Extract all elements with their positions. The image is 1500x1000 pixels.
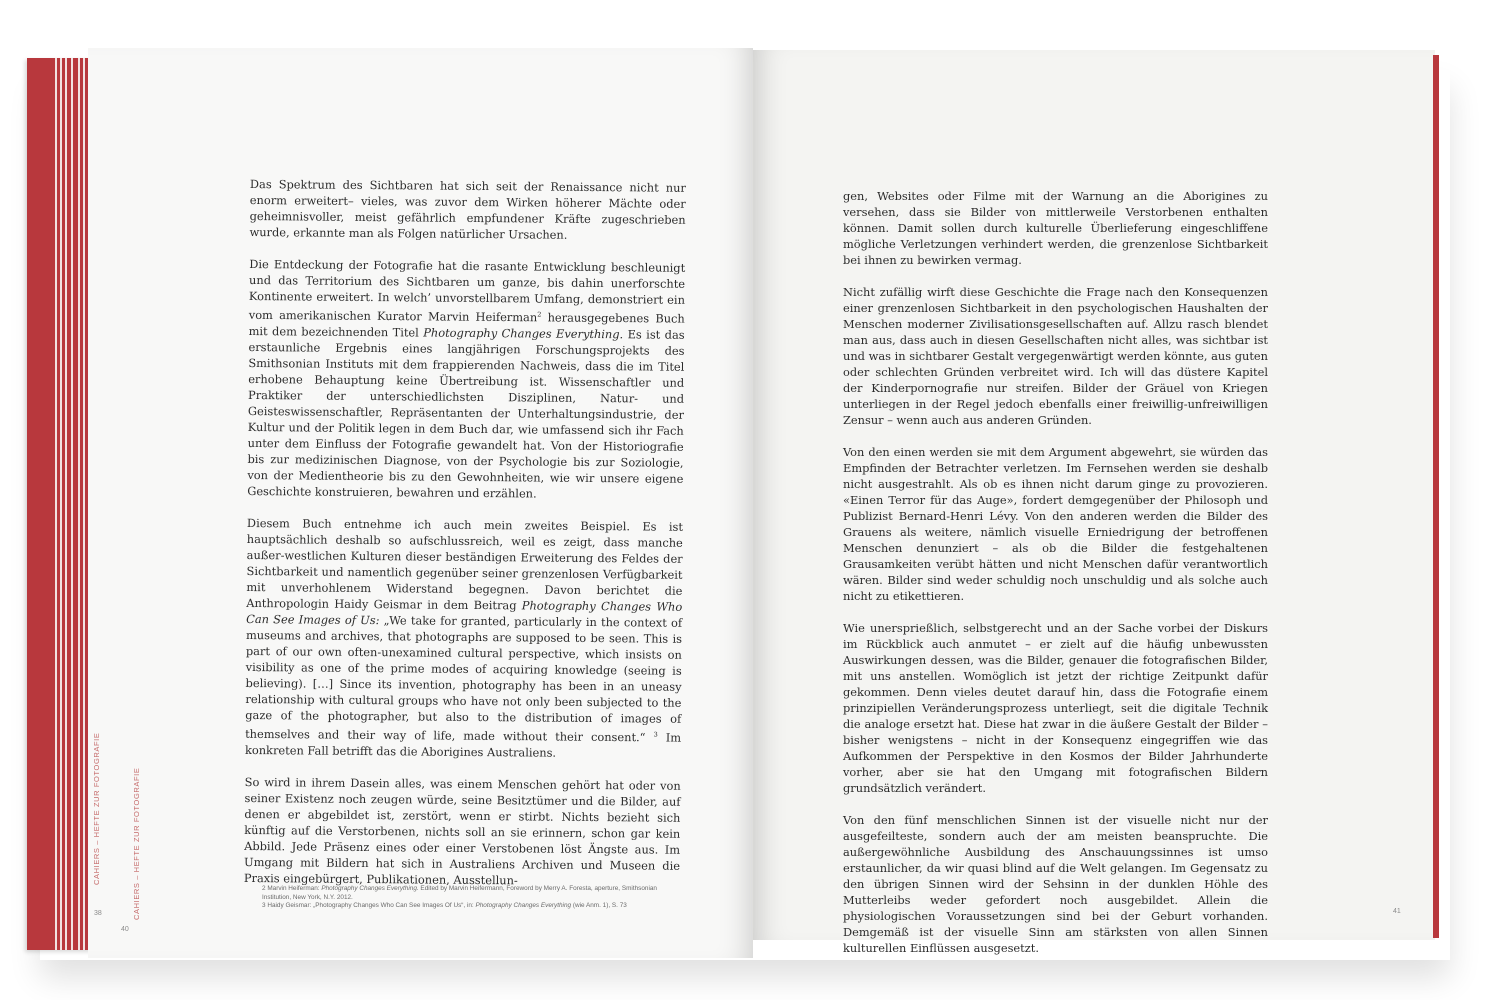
- page-edge-line: [71, 58, 73, 950]
- right-page-edge: [1433, 55, 1439, 938]
- footnote: 3 Haidy Geismar: „Photography Changes Who Can See Images Of Us“, in: Photography Changes Everything (wie Anm. 1), S. 73: [262, 902, 627, 909]
- paragraph: Wie unersprießlich, selbstgerecht und an der Sache vorbei der Diskurs im Rückblick auch anmutet – er zielt auf die häufig unbewussten Auswirkungen dessen, was die Bilder, genauer die fotografischen Bilder, mit uns anstellen. Womöglich ist jetzt der richtige Zeitpunkt dafür gekommen. Denn vieles deutet darauf hin, dass die Fotografie einem prinzipiellen Veränderungsprozess unterliegt, seit die digitale Technik die analoge ersetzt hat. Diese hat zwar in die äußere Gestalt der Bilder – bisher wenigstens – nicht in der Konsequenz eingegriffen wie das Aufkommen der Perspektive in den Kosmos der Bilder Jahrhunderte vorher, aber sie hat den Umgang mit fotografischen Bildern grundsätzlich verändert.: [843, 621, 1268, 795]
- page-edge-line: [83, 58, 85, 950]
- paragraph: gen, Websites oder Filme mit der Warnung an die Aborigines zu versehen, dass sie Bilder von mittlerweile Verstorbenen enthalten können. Damit sollen durch kulturelle Überlieferung eingeschliffene mögliche Verletzungen verhindert werden, die grenzenlose Sichtbarkeit bei ihnen zu bewirken vermag.: [843, 189, 1268, 267]
- paragraph: Die Entdeckung der Fotografie hat die rasante Entwicklung beschleunigt und das Territorium des Sichtbaren um ganze, bis dahin unerforschte Kontinente erweitert. In welch’ unvorstellbarem Umfang, demonstriert ein vom amerikanischen Kurator Marvin Heiferman$^2$ herausgegebenes Buch mit dem bezeichnenden Titel Photography Changes Everything. Es ist das erstaunliche Ergebnis eines langjährigen Forschungsprojekts des Smithsonian Instituts mit dem frappierenden Nachweis, dass die im Titel erhobene Behauptung keine Übertreibung ist. Wissenschaftler und Praktiker der unterschiedlichsten Disziplinen, Natur- und Geisteswissenschaftler, Repräsentanten der Unterhaltungsindustrie, der Kultur und der Politik legen in dem Buch dar, wie umfassend sich ihr Fach unter dem Einfluss der Fotografie gewandelt hat. Von der Historiografie bis zur medizinischen Diagnose, von der Psychologie bis zur Soziologie, von der Medientheorie bis zu den Gewohnheiten, wie wir unsere eigene Geschichte konstruieren, bewahren und erzählen.: [247, 256, 686, 501]
- footnote: 2 Marvin Heiferman: Photography Changes Everything. Edited by Marvin Heifermann, Foreword by Merry A. Foresta, aperture, Smithsonian Institution, New York, N.Y. 2012.: [262, 885, 657, 901]
- running-head-outer: CAHIERS – HEFTE ZUR FOTOGRAFIE: [92, 732, 101, 885]
- footnote-ref: 2: [537, 310, 542, 319]
- left-text-column: [244, 176, 686, 905]
- page-edge-line: [65, 58, 67, 950]
- paragraph: Von den fünf menschlichen Sinnen ist der visuelle nicht nur der ausgefeilteste, sondern auch der am meisten beanspruchte. Die außergewöhnliche Ausbildung des Anschauungssinnes ist umso erstaunlicher, da wir quasi blind auf die Welt gelangen. Im Gegensatz zu den übrigen Sinnen wird der Sehsinn in der dunklen Höhle des Mutterleibs weder gefordert noch ausgebildet. Allein die physiologischen Voraussetzungen sind bei der Geburt vorhanden. Demgemäß ist der visuelle Sinn am stärksten von allen Sinnen kulturellen Einflüssen ausgesetzt.: [843, 813, 1268, 955]
- footnote-ref: 3: [653, 730, 658, 739]
- page-number-left: 40: [121, 926, 129, 933]
- page-edge-line: [60, 58, 62, 950]
- running-head-inner: CAHIERS – HEFTE ZUR FOTOGRAFIE: [132, 767, 141, 920]
- page-edge-stack: [27, 58, 97, 950]
- paragraph: So wird in ihrem Dasein alles, was einem Menschen gehört hat oder von seiner Existenz noch zeugen würde, seine Besitztümer und die Bilder, auf denen er abgebildet ist, zerstört, wenn er stirbt. Nichts bezieht sich künftig auf die Verstorbenen, nichts soll an sie erinnern, schon gar kein Abbild. Jede Präsenz eines oder einer Verstobenen löst Ängste aus. Im Umgang mit Bildern hat sich in Australiens Archiven und Museen die Praxis eingebürgert, Publikationen, Ausstellun-: [243, 774, 681, 887]
- paragraph: Das Spektrum des Sichtbaren hat sich seit der Renaissance nicht nur enorm erweitert– vieles, was zuvor dem Wirken höherer Mächte oder geheimnisvoller, meist gefährlich empfundener Kräfte zugeschrieben wurde, erkannte man als Folgen natürlicher Ursachen.: [249, 176, 686, 242]
- page-number-outer: 38: [94, 910, 102, 917]
- paragraph: Nicht zufällig wirft diese Geschichte die Frage nach den Konsequenzen einer grenzenlosen Sichtbarkeit in den psychologischen Haushalten der Menschen moderner Zivilisationsgesellschaften auf. Allzu rasch blendet man aus, dass auch in diesen Gesellschaften nicht alles, was sichtbar ist und was in sichtbarer Gestalt vergegenwärtigt werden könnte, aus guten oder schlechten Gründen verbreitet wird. Ich will das düstere Kapitel der Kinderpornografie nur streifen. Bilder der Gräuel von Kriegen unterliegen in der Regel jedoch ebenfalls einer freiwillig-unfreiwilligen Zensur – wenn auch aus anderen Gründen.: [843, 285, 1268, 427]
- page-edge-line: [78, 58, 80, 950]
- page-number-right: 41: [1393, 908, 1401, 915]
- paragraph: Diesem Buch entnehme ich auch mein zweites Beispiel. Es ist hauptsächlich deshalb so aufschlussreich, weil es zeigt, dass manche außer-westlichen Kulturen dieser beständigen Erweiterung des Feldes der Sichtbarkeit und namentlich gegenüber seiner grenzenlosen Verfügbarkeit mit unverhohlenem Widerstand begegnen. Davon berichtet die Anthropologin Haidy Geismar in dem Beitrag Photography Changes Who Can See Images of Us: „We take for granted, particularly in the context of museums and archives, that photographs are supposed to be seen. This is part of our own often-unexamined cultural perspective, which insists on visibility as one of the prime modes of acquiring knowledge (seeing is believing). […] Since its invention, photography has been in an uneasy relationship with cultural groups who have not only been subjected to the gaze of the photographer, but also to the distribution of images of themselves and their way of life, made without their consent.“ $^3$ Im konkreten Fall betrifft das die Aborigines Australiens.: [244, 515, 684, 760]
- right-text-column: [843, 188, 1268, 972]
- paragraph: Von den einen werden sie mit dem Argument abgewehrt, sie würden das Empfinden der Betrachter verletzen. Im Fernsehen werden sie deshalb nicht ausgestrahlt. Als ob es ihnen nicht darum ginge zu provozieren. «Einen Terror für das Auge», fordert demgegenüber der Philosoph und Publizist Bernard-Henri Lévy. Von den anderen werden die Bilder des Grauens als weitere, nämlich visuelle Erniedrigung der betroffenen Menschen denunziert – als ob die Bilder die festgehaltenen Grausamkeiten verübt hätten und nicht Menschen dafür verantwortlich wären. Bilder sind weder schuldig noch unschuldig und als solche auch nicht zu etikettieren.: [843, 445, 1268, 603]
- footnotes: [262, 885, 682, 911]
- page-edge-line: [55, 58, 57, 950]
